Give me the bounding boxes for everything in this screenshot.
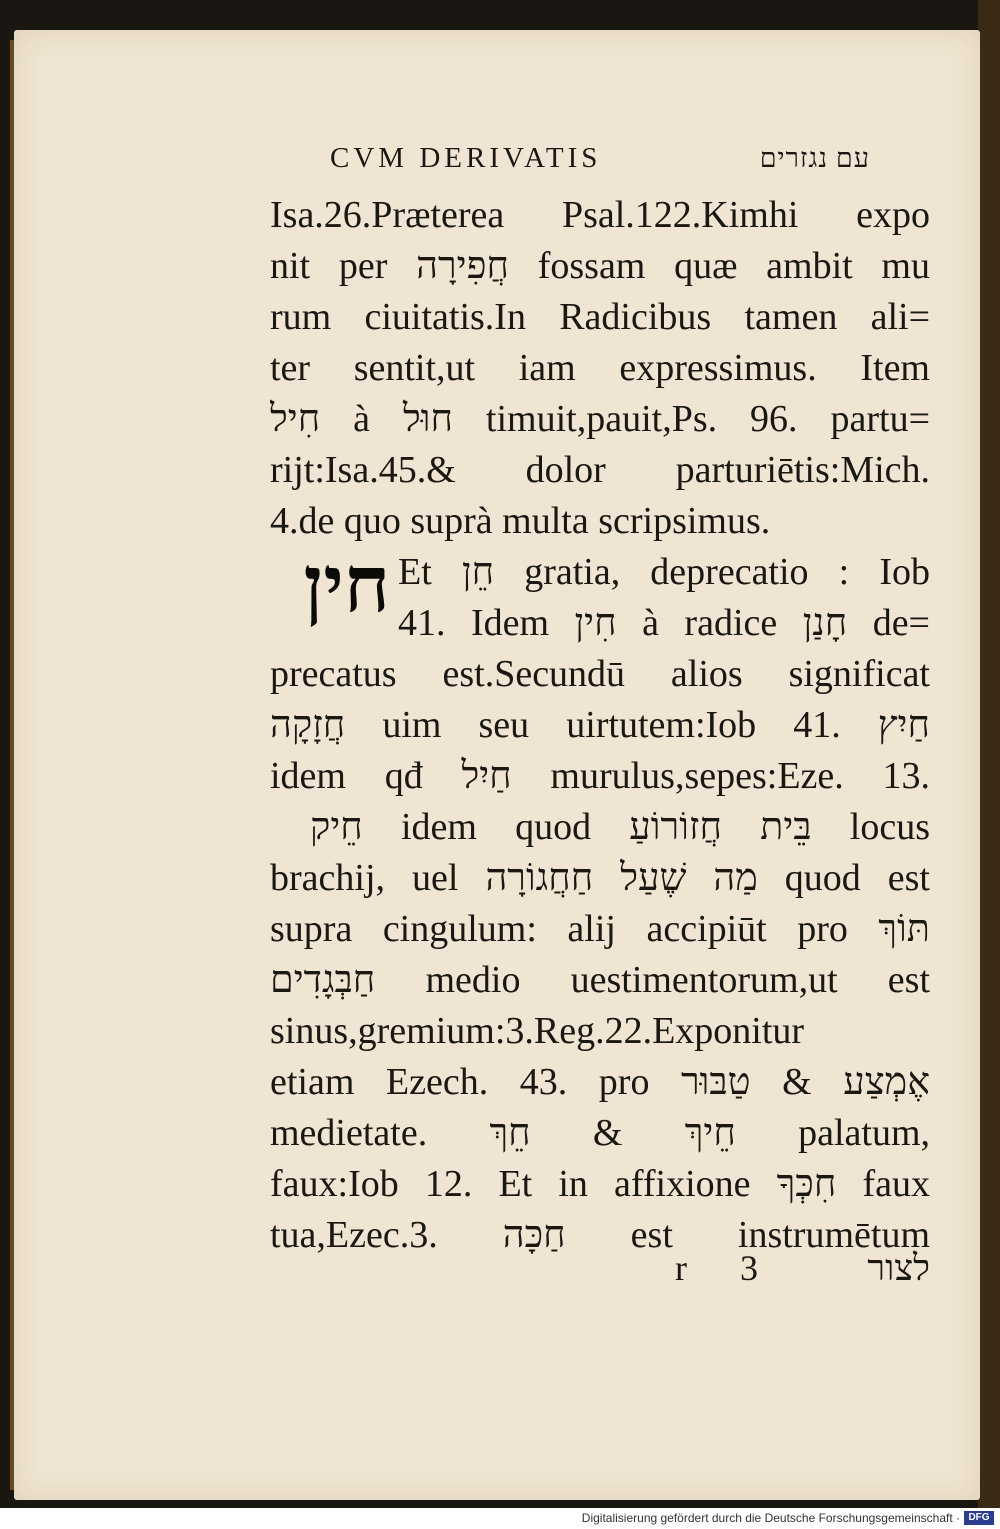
text-line: supra cingulum: alij accipiūt pro תּוֹךְ	[270, 908, 930, 950]
text-line: rum ciuitatis.In Radicibus tamen ali=	[270, 296, 930, 338]
body-text	[270, 190, 930, 1261]
text-line: ter sentit,ut iam expressimus. Item	[270, 347, 930, 389]
dfg-logo-icon: DFG	[964, 1511, 994, 1525]
text-line: tua,Ezec.3. חַכָּה est instrumētum	[270, 1214, 930, 1256]
signature-line	[270, 1243, 930, 1293]
text-line: חִיל à חוּל timuit,pauit,Ps. 96. partu=	[270, 398, 930, 440]
catchword: לצור	[867, 1248, 930, 1288]
text-line: medietate. חֵיךְ & חֵךְ palatum,	[270, 1112, 930, 1154]
running-head	[330, 140, 870, 176]
running-head-latin: CVM DERIVATIS	[330, 141, 602, 174]
text-line: 4.de quo suprà multa scripsimus.	[270, 500, 771, 542]
signature-mark: r	[675, 1248, 687, 1288]
book-edge	[978, 0, 1000, 1508]
funding-footer	[0, 1508, 1000, 1529]
running-head-hebrew: עם נגזרים	[759, 142, 870, 173]
drop-initial: חין	[303, 539, 390, 630]
text-line: חֲזָקָה uim seu uirtutem:Iob 41. חַיִץ	[270, 704, 930, 746]
text-line: nit per חֲפִירָה fossam quæ ambit mu	[270, 245, 930, 287]
text-line: idem qđ חַיִל murulus,sepes:Eze. 13.	[270, 755, 930, 797]
text-line: חַבְּגָדִים medio uestimentorum,ut est	[270, 959, 930, 1001]
text-line: etiam Ezech. 43. pro אֶמְצַע & טַבּוּר	[270, 1061, 930, 1103]
text-line: brachij, uel מַה שֶׁעַל חַחֲגוֹרָה quod est	[270, 857, 930, 899]
text-line: 41. Idem חִין à radice חָנַן de=	[398, 602, 930, 644]
funding-text: Digitalisierung gefördert durch die Deutsche Forschungsgemeinschaft ·	[581, 1511, 960, 1525]
text-line: sinus,gremium:3.Reg.22.Exponitur	[270, 1010, 805, 1052]
text-line: חֵיק idem quod בֵּית חֲזוֹרוֹעַ locus	[310, 806, 930, 848]
text-line: faux:Iob 12. Et in affixione חִכְּךָ faux	[270, 1163, 930, 1205]
text-line: Et חֵן gratia, deprecatio : Iob	[398, 551, 930, 593]
text-line: rijt:Isa.45.& dolor parturiētis:Mich.	[270, 449, 930, 491]
signature-number: 3	[740, 1248, 758, 1288]
text-line: Isa.26.Præterea Psal.122.Kimhi expo	[270, 194, 930, 236]
text-line: precatus est.Secundū alios significat	[270, 653, 930, 695]
